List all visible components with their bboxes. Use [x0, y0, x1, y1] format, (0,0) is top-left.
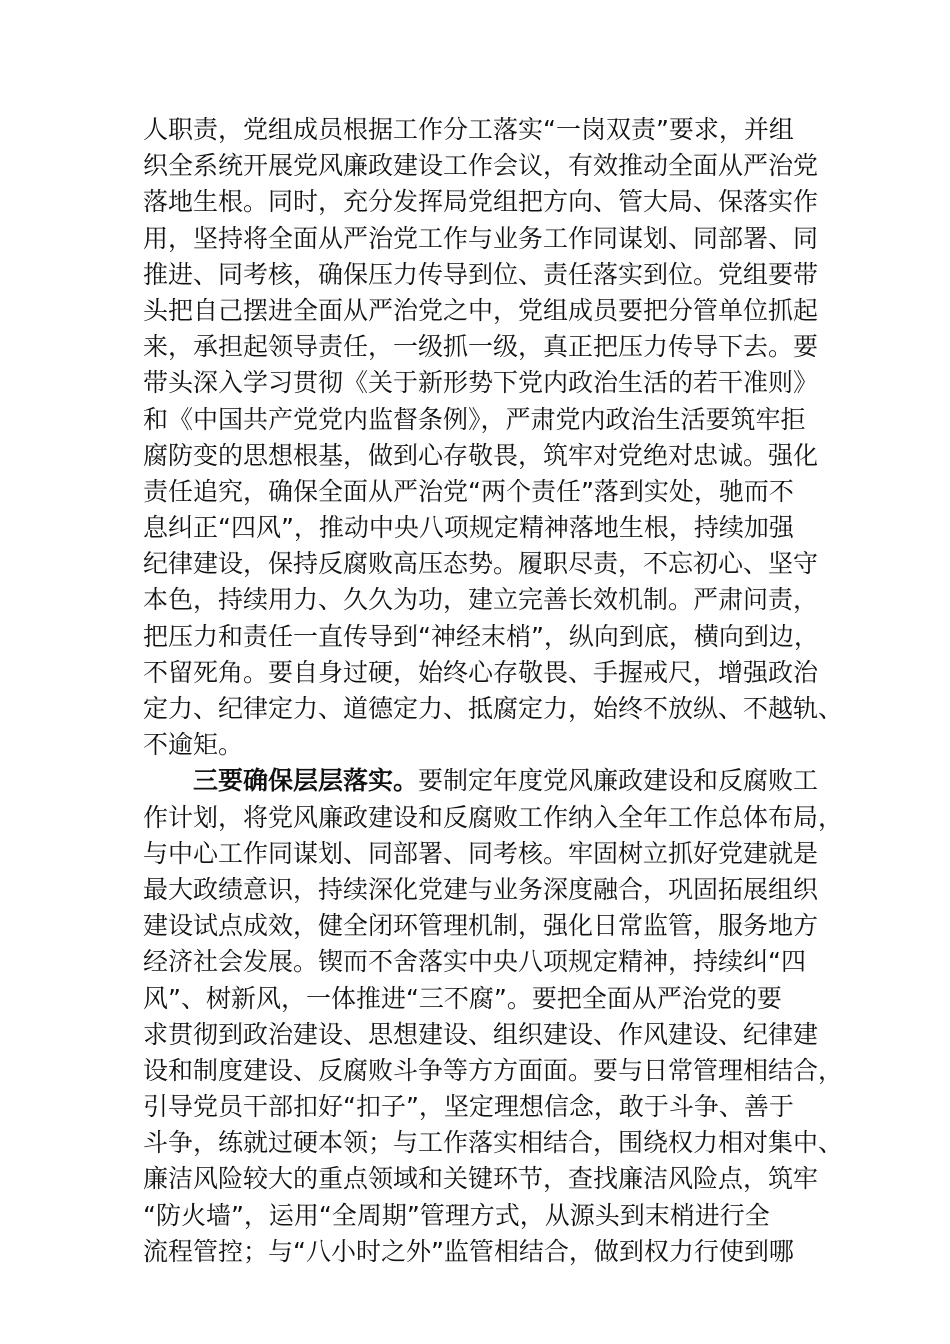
- text-line: 带头深入学习贯彻《关于新形势下党内政治生活的若干准则》: [143, 368, 819, 398]
- text-line: 设和制度建设、反腐败斗争等方方面面。要与日常管理相结合，: [143, 1055, 844, 1085]
- text-line: 流程管控；与“八小时之外”监管相结合，做到权力行使到哪: [143, 1236, 794, 1266]
- text-line: 求贯彻到政治建设、思想建设、组织建设、作风建设、纪律建: [143, 1019, 819, 1049]
- text-line: 头把自己摆进全面从严治党之中，党组成员要把分管单位抓起: [143, 295, 819, 325]
- document-body: [143, 112, 844, 1270]
- text-line: 来，承担起领导责任，一级抓一级，真正把压力传导下去。要: [143, 332, 819, 362]
- text-line: “防火墙”，运用“全周期”管理方式，从源头到末梢进行全: [143, 1200, 770, 1230]
- paragraph-1: [143, 112, 844, 763]
- text-line: 把压力和责任一直传导到“神经末梢”，纵向到底，横向到边，: [143, 621, 819, 651]
- text-line: 作计划，将党风廉政建设和反腐败工作纳入全年工作总体布局，: [143, 802, 844, 832]
- paragraph-heading: 三要确保层层落实。: [193, 766, 419, 796]
- paragraph-2: [143, 763, 844, 1270]
- text-line: 风”、树新风，一体推进“三不腐”。要把全面从严治党的要: [143, 983, 782, 1013]
- text-line: 廉洁风险较大的重点领域和关键环节，查找廉洁风险点，筑牢: [143, 1164, 819, 1194]
- text-line: 定力、纪律定力、道德定力、抵腐定力，始终不放纵、不越轨、: [143, 694, 844, 723]
- text-line: 与中心工作同谋划、同部署、同考核。牢固树立抓好党建就是: [143, 838, 819, 868]
- paragraph-lead-text: 要制定年度党风廉政建设和反腐败工: [418, 766, 819, 796]
- text-line: 息纠正“四风”，推动中央八项规定精神落地生根，持续加强: [143, 513, 794, 543]
- text-line: 本色，持续用力、久久为功，建立完善长效机制。严肃问责，: [143, 585, 819, 615]
- text-line: 不逾矩。: [143, 730, 244, 760]
- paragraph-first-line: [143, 763, 823, 799]
- text-line: 纪律建设，保持反腐败高压态势。履职尽责，不忘初心、坚守: [143, 549, 819, 579]
- text-line: 引导党员干部扣好“扣子”，坚定理想信念，敢于斗争、善于: [143, 1092, 794, 1122]
- text-line: 推进、同考核，确保压力传导到位、责任落实到位。党组要带: [143, 259, 819, 289]
- text-line: 斗争，练就过硬本领；与工作落实相结合，围绕权力相对集中、: [143, 1128, 844, 1158]
- text-line: 用，坚持将全面从严治党工作与业务工作同谋划、同部署、同: [143, 223, 819, 253]
- text-line: 经济社会发展。锲而不舍落实中央八项规定精神，持续纠“四: [143, 947, 806, 977]
- text-line: 人职责，党组成员根据工作分工落实“一岗双责”要求，并组: [143, 115, 794, 144]
- text-line: 责任追究，确保全面从严治党“两个责任”落到实处，驰而不: [143, 476, 794, 506]
- text-line: 落地生根。同时，充分发挥局党组把方向、管大局、保落实作: [143, 187, 819, 217]
- text-line: 建设试点成效，健全闭环管理机制，强化日常监管，服务地方: [143, 911, 819, 941]
- text-line: 腐防变的思想根基，做到心存敬畏，筑牢对党绝对忠诚。强化: [143, 440, 819, 470]
- text-line: 织全系统开展党风廉政建设工作会议，有效推动全面从严治党: [143, 151, 819, 181]
- text-line: 和《中国共产党党内监督条例》，严肃党内政治生活要筑牢拒: [143, 404, 806, 434]
- text-line: 最大政绩意识，持续深化党建与业务深度融合，巩固拓展组织: [143, 874, 819, 904]
- text-line: 不留死角。要自身过硬，始终心存敬畏、手握戒尺，增强政治: [143, 657, 819, 687]
